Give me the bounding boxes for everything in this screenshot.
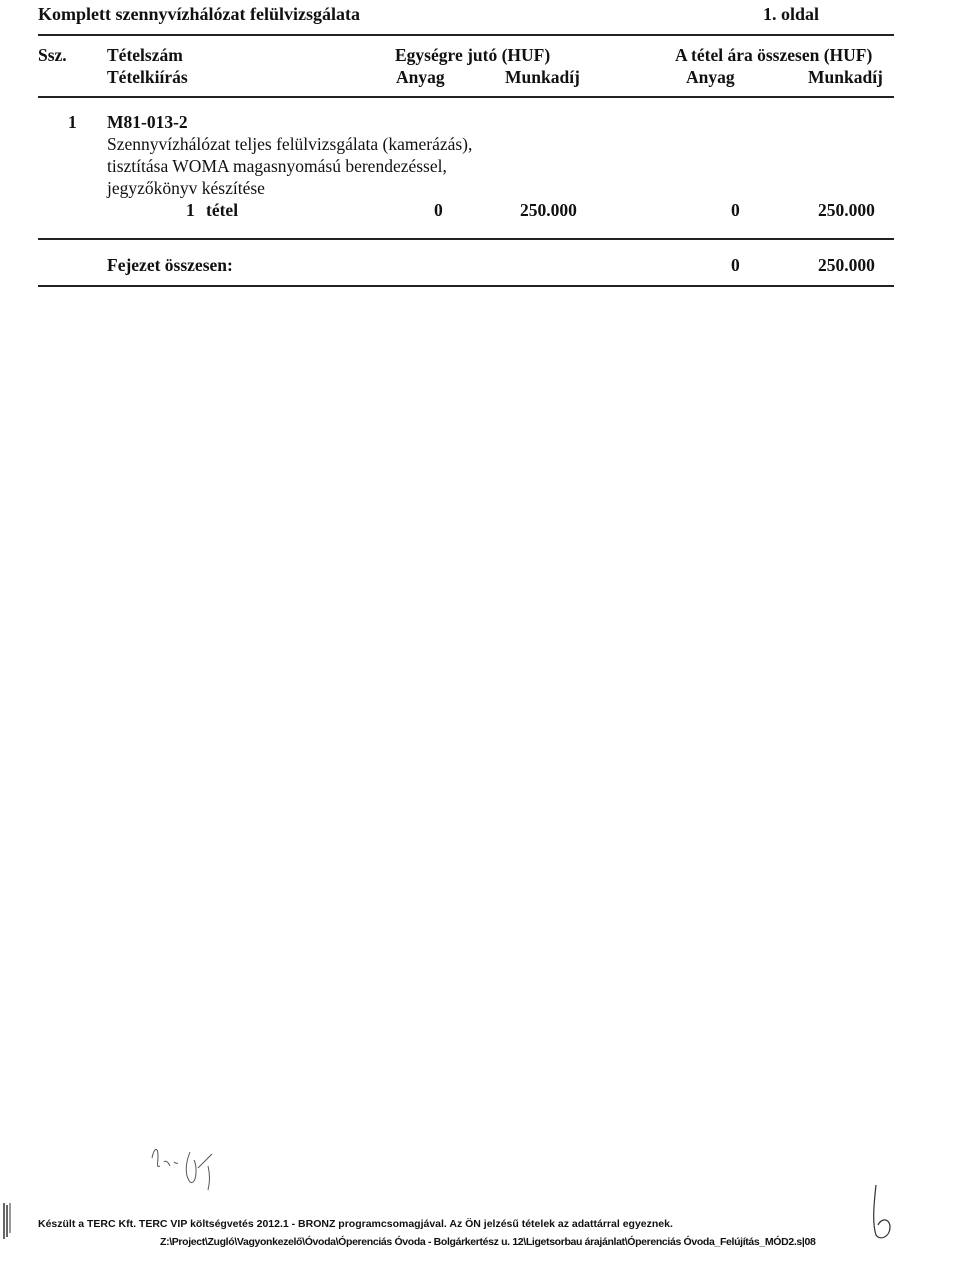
- item-ssz: 1: [68, 112, 77, 132]
- col-total-anyag: Anyag: [686, 67, 735, 87]
- column-header-rule: [38, 96, 894, 98]
- col-tetelszam: Tételszám: [107, 45, 183, 65]
- page-number: 1. oldal: [763, 4, 820, 24]
- item-description-line: jegyzőkönyv készítése: [107, 178, 265, 198]
- item-total-anyag: 0: [731, 200, 740, 220]
- item-description-line: Szennyvízhálózat teljes felülvizsgálata (kamerázás),: [107, 134, 473, 154]
- handwritten-signature: [150, 1138, 240, 1194]
- binding-mark: [1, 1203, 13, 1239]
- col-ssz: Ssz.: [38, 45, 67, 65]
- item-rule: [38, 238, 894, 240]
- col-unit-munkadij: Munkadíj: [505, 67, 580, 87]
- col-total-munkadij: Munkadíj: [808, 67, 883, 87]
- handwritten-page-mark: [868, 1183, 898, 1245]
- col-tetelkiiras: Tételkiírás: [107, 67, 188, 87]
- summary-label: Fejezet összesen:: [107, 255, 233, 275]
- item-quantity: 1: [186, 200, 195, 220]
- footer-line-1: Készült a TERC Kft. TERC VIP költségvetés 2012.1 - BRONZ programcsomagjával. Az ÖN jelzésű tételek az adattárral egyeznek.: [38, 1218, 673, 1230]
- header-rule: [38, 34, 894, 36]
- item-code: M81-013-2: [107, 112, 188, 132]
- item-total-munkadij: 250.000: [818, 200, 875, 220]
- col-total-group: A tétel ára összesen (HUF): [675, 45, 873, 65]
- col-unit-anyag: Anyag: [396, 67, 445, 87]
- document-title: Komplett szennyvízhálózat felülvizsgálata: [38, 4, 360, 24]
- col-unit-group: Egységre jutó (HUF): [395, 45, 551, 65]
- item-description-line: tisztítása WOMA magasnyomású berendezéssel,: [107, 156, 447, 176]
- item-unit-anyag: 0: [434, 200, 443, 220]
- item-unit: tétel: [206, 200, 239, 220]
- item-unit-munkadij: 250.000: [520, 200, 577, 220]
- summary-anyag: 0: [731, 255, 740, 275]
- footer-line-2: Z:\Project\Zugló\Vagyonkezelő\Óvoda\Óperenciás Óvoda - Bolgárkertész u. 12\Ligetsorbau árajánlat\Óperenciás Óvoda_Felújítás_MÓD2.s|08: [160, 1236, 816, 1248]
- summary-rule: [38, 285, 894, 287]
- summary-munkadij: 250.000: [818, 255, 875, 275]
